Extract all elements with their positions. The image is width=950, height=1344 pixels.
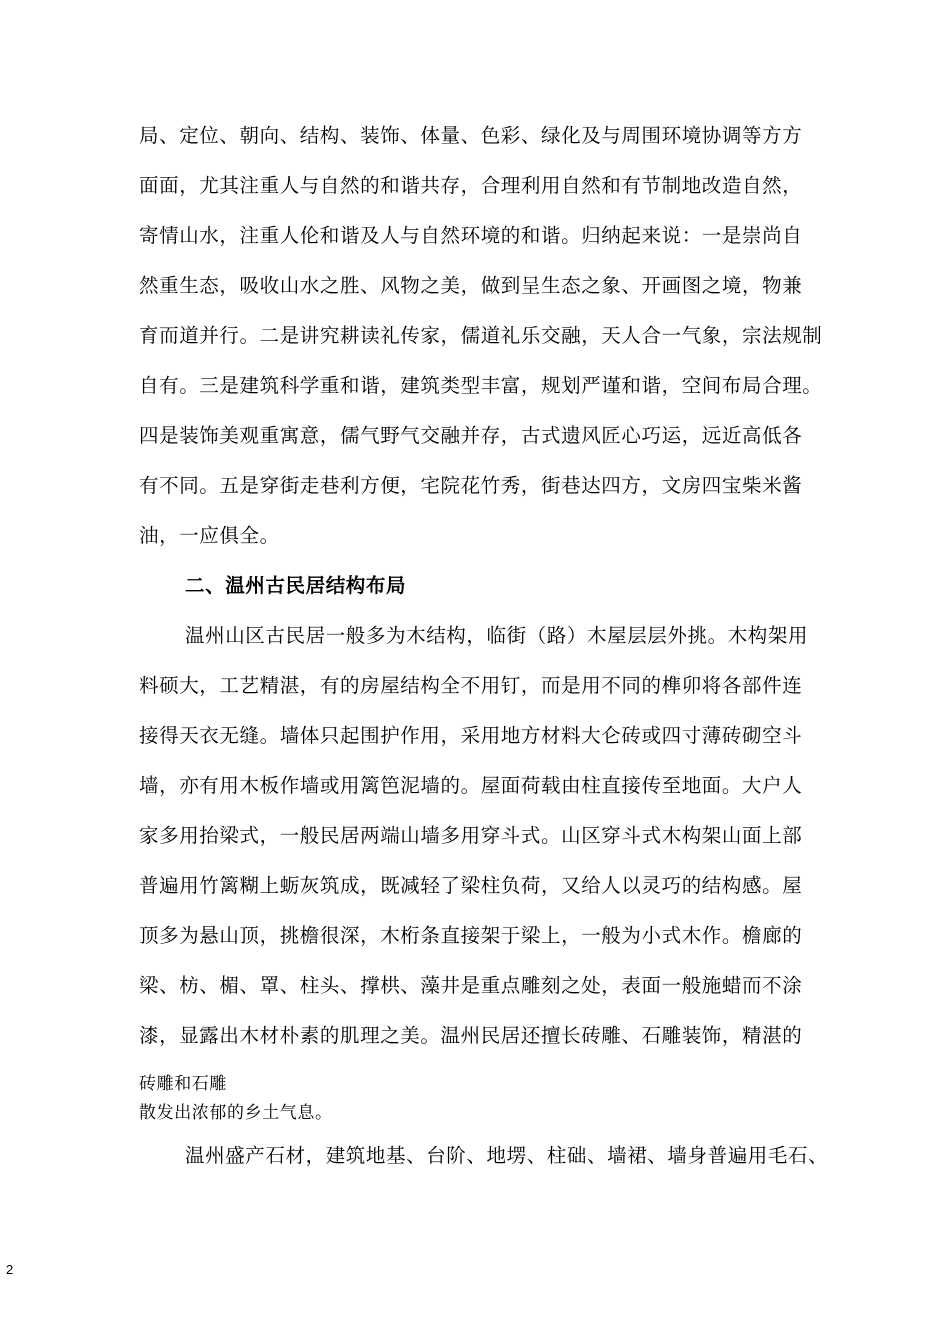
text-line: 散发出浓郁的乡土气息。: [139, 1103, 333, 1123]
text-line: 普遍用竹篱糊上蛎灰筑成，既减轻了梁柱负荷，又给人以灵巧的结构感。屋: [139, 874, 803, 897]
text-line: 有不同。五是穿街走巷利方便，宅院花竹秀，街巷达四方，文房四宝柴米酱: [139, 474, 803, 497]
text-line: 局、定位、朝向、结构、装饰、体量、色彩、绿化及与周围环境协调等方方: [139, 124, 803, 147]
text-line: 油，一应俱全。: [139, 524, 280, 547]
text-line: 接得天衣无缝。墙体只起围护作用，采用地方材料大仑砖或四寸薄砖砌空斗: [139, 724, 803, 747]
text-line: 家多用抬梁式，一般民居两端山墙多用穿斗式。山区穿斗式木构架山面上部: [139, 824, 803, 847]
text-line: 顶多为悬山顶，挑檐很深，木桁条直接架于梁上，一般为小式木作。檐廊的: [139, 924, 803, 947]
text-line: 料硕大，工艺精湛，有的房屋结构全不用钉，而是用不同的榫卯将各部件连: [139, 674, 803, 697]
page-number: 2: [6, 1262, 14, 1277]
section-heading: 二、温州古民居结构布局: [185, 574, 407, 597]
text-line: 面面，尤其注重人与自然的和谐共存，合理利用自然和有节制地改造自然，: [139, 174, 803, 197]
text-line: 墙，亦有用木板作墙或用篱笆泥墙的。屋面荷载由柱直接传至地面。大户人: [139, 774, 803, 797]
text-line: 四是装饰美观重寓意，儒气野气交融并存，古式遗风匠心巧运，远近高低各: [139, 424, 803, 447]
text-line: 漆，显露出木材朴素的肌理之美。温州民居还擅长砖雕、石雕装饰，精湛的: [139, 1024, 803, 1047]
text-line: 寄情山水，注重人伦和谐及人与自然环境的和谐。归纳起来说：一是崇尚自: [139, 224, 803, 247]
text-line: 然重生态，吸收山水之胜、风物之美，做到呈生态之象、开画图之境，物兼: [139, 274, 803, 297]
text-line: 温州山区古民居一般多为木结构，临街（路）木屋层层外挑。木构架用: [185, 624, 809, 647]
text-line: 育而道并行。二是讲究耕读礼传家，儒道礼乐交融，天人合一气象，宗法规制: [139, 324, 823, 347]
text-line: 温州盛产石材，建筑地基、台阶、地塄、柱础、墙裙、墙身普遍用毛石、: [185, 1144, 829, 1167]
text-line: 梁、枋、楣、罩、柱头、撑栱、藻井是重点雕刻之处，表面一般施蜡而不涂: [139, 974, 803, 997]
text-line: 砖雕和石雕: [139, 1074, 227, 1094]
text-line: 自有。三是建筑科学重和谐，建筑类型丰富，规划严谨和谐，空间布局合理。: [139, 374, 823, 397]
